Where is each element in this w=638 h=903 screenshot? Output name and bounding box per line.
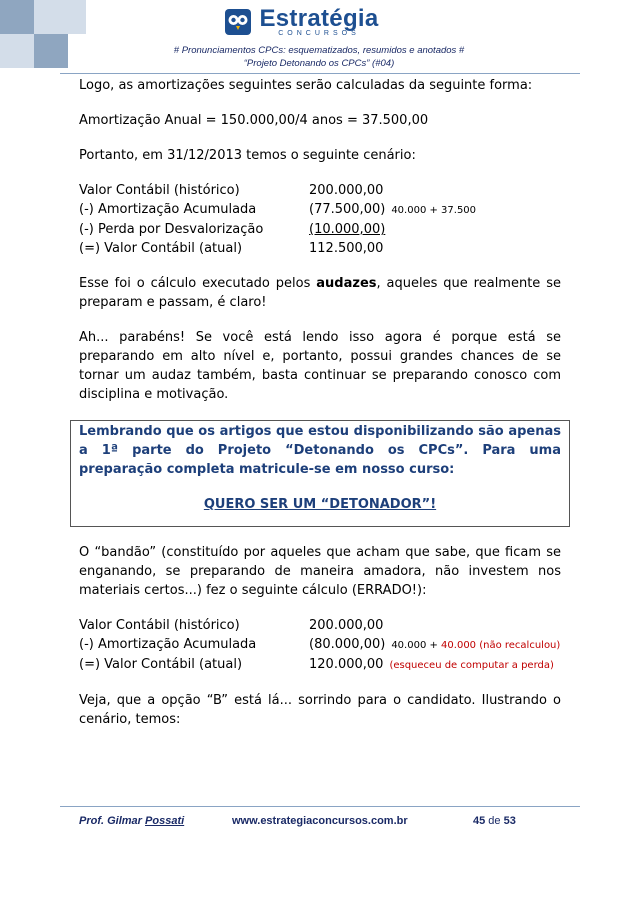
author-prefix: Prof. Gilmar	[79, 815, 146, 827]
header-line-2: “Projeto Detonando os CPCs” (#04)	[243, 58, 395, 69]
calc-table-wrong	[79, 616, 560, 675]
author-surname: Possati	[145, 815, 185, 827]
page-content	[79, 76, 561, 745]
row-note: 40.000 + 37.500	[391, 205, 477, 216]
page-number	[473, 815, 516, 827]
table-row	[79, 635, 560, 655]
paragraph-amortizacao: Amortização Anual = 150.000,00/4 anos = 37.500,00	[79, 113, 429, 128]
row-label: (-) Amortização Acumulada	[79, 202, 257, 217]
header-divider	[60, 73, 580, 74]
calc-table-correct	[79, 181, 476, 258]
page-current: 45	[473, 815, 486, 827]
header-title	[0, 44, 638, 70]
row-label: (-) Amortização Acumulada	[79, 637, 257, 652]
paragraph-parabens: Ah... parabéns! Se você está lendo isso agora é porque está se preparando em alto nível e, portanto, possui grandes chances de se tornar um audaz também, basta continuar se preparando conosco com disciplina e motivação.	[79, 330, 561, 402]
table-row	[79, 239, 476, 258]
row-value: (80.000,00)	[309, 637, 386, 652]
header-line-1: # Pronunciamentos CPCs: esquematizados, resumidos e anotados #	[173, 45, 465, 56]
row-value: 120.000,00	[309, 657, 384, 672]
page-sep: de	[485, 815, 504, 827]
row-label: (=) Valor Contábil (atual)	[79, 241, 243, 256]
paragraph-intro: Logo, as amortizações seguintes serão calculadas da seguinte forma:	[79, 78, 533, 93]
row-label: Valor Contábil (histórico)	[79, 183, 240, 198]
table-row	[79, 181, 476, 200]
detonador-signup-link[interactable]: QUERO SER UM “DETONADOR”!	[203, 497, 437, 512]
table-row	[79, 616, 560, 635]
note-run-red: 40.000 (não recalculou)	[441, 640, 561, 651]
note-run: 40.000 +	[391, 640, 442, 651]
row-label: (-) Perda por Desvalorização	[79, 222, 264, 237]
emphasis-audazes: audazes	[316, 276, 377, 291]
header-logo	[0, 7, 638, 37]
row-note-red: (esqueceu de computar a perda)	[389, 660, 554, 671]
course-callout-box	[70, 420, 570, 527]
page-total: 53	[503, 815, 516, 827]
footer-author	[79, 815, 184, 827]
paragraph-veja: Veja, que a opção “B” está lá... sorrindo para o candidato. Ilustrando o cenário, temos:	[79, 693, 561, 727]
row-value: (10.000,00)	[309, 222, 386, 237]
row-value: 200.000,00	[309, 618, 384, 633]
row-note	[391, 640, 560, 651]
table-row	[79, 200, 476, 220]
row-value: 112.500,00	[309, 241, 384, 256]
footer-divider	[60, 806, 580, 807]
callout-text: Lembrando que os artigos que estou disponibilizando são apenas a 1ª parte do Projeto “Detonando os CPCs”. Para uma preparação completa matricule-se em nosso curso:	[79, 424, 561, 477]
page-footer	[79, 815, 561, 831]
row-value: (77.500,00)	[309, 202, 386, 217]
table-row	[79, 220, 476, 239]
row-label: (=) Valor Contábil (atual)	[79, 657, 243, 672]
logo-wordmark: Estratégia	[259, 5, 379, 32]
paragraph-bandao: O “bandão” (constituído por aqueles que acham que sabe, que ficam se enganando, se preparando de maneira amadora, não investem nos materiais certos...) fez o seguinte cálculo (ERRADO!):	[79, 545, 561, 598]
owl-logo-icon	[225, 9, 251, 35]
paragraph-audazes	[79, 274, 561, 312]
paragraph-cenario: Portanto, em 31/12/2013 temos o seguinte cenário:	[79, 148, 416, 163]
footer-site: www.estrategiaconcursos.com.br	[232, 815, 408, 827]
row-value: 200.000,00	[309, 183, 384, 198]
text-run: Esse foi o cálculo executado pelos	[79, 276, 317, 291]
logo-subtext: CONCURSOS	[278, 30, 360, 37]
table-row	[79, 655, 560, 675]
row-label: Valor Contábil (histórico)	[79, 618, 240, 633]
text-run: , aqueles que realmente se preparam e passam, é claro!	[79, 276, 561, 310]
